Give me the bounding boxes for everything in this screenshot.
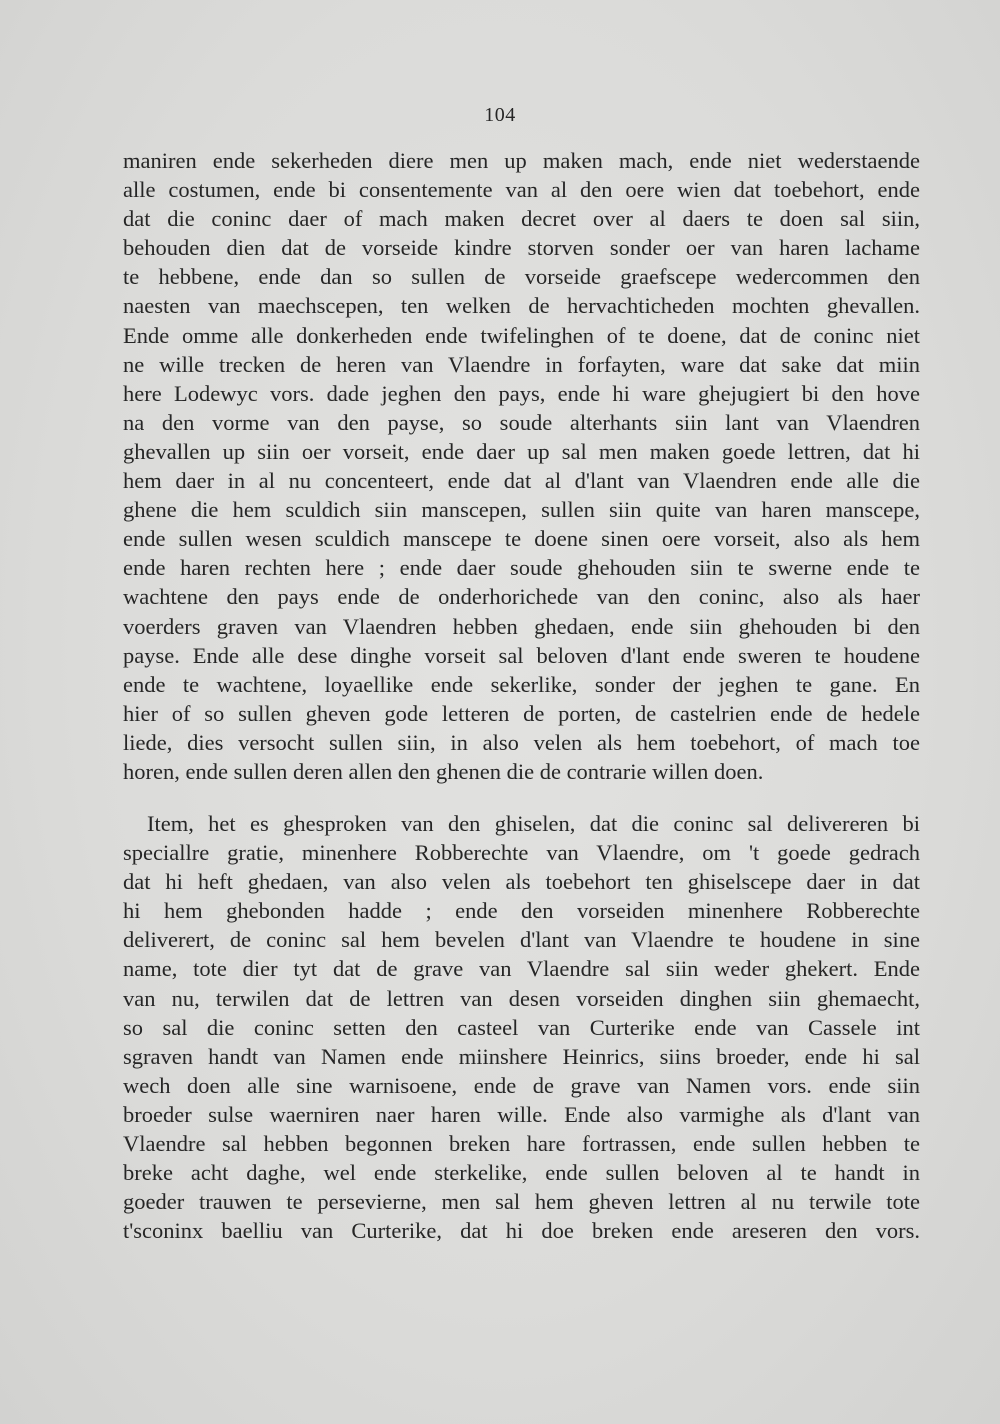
text-line: alle costumen, ende bi consentemente van al den oere wien dat toebehort, ende [123, 177, 920, 203]
text-line: na den vorme van den payse, so soude alterhants siin lant van Vlaendren [123, 409, 920, 435]
text-line: hi hem ghebonden hadde ; ende den vorseiden minenhere Robberechte [123, 898, 920, 924]
text-line: ghene die hem sculdich siin manscepen, sullen siin quite van haren manscepe, [123, 497, 920, 523]
text-line: ende te wachtene, loyaellike ende sekerlike, sonder der jeghen te gane. En [123, 671, 920, 697]
text-line: Vlaendre sal hebben begonnen breken hare fortrassen, ende sullen hebben te [123, 1131, 920, 1157]
text-line: so sal die coninc setten den casteel van Curterike ende van Cassele int [123, 1014, 920, 1040]
text-line: maniren ende sekerheden diere men up maken mach, ende niet wederstaende [123, 148, 920, 173]
text-line: here Lodewyc vors. dade jeghen den pays, ende hi ware ghejugiert bi den hove [123, 380, 920, 406]
text-line: hier of so sullen gheven gode letteren de porten, de castelrien ende de hedele [123, 700, 920, 726]
text-line: van nu, terwilen dat de lettren van desen vorseiden dinghen siin ghemaecht, [123, 985, 920, 1011]
paragraph-2 [123, 809, 920, 1245]
paragraph-1 [123, 146, 920, 786]
text-line: Ende omme alle donkerheden ende twifelinghen of te doene, dat de coninc niet [123, 322, 920, 348]
text-line: broeder sulse waerniren naer haren wille. Ende also varmighe als d'lant van [123, 1101, 920, 1127]
text-line: t'sconinx baelliu van Curterike, dat hi doe breken ende areseren den vors. [123, 1218, 920, 1244]
text-line: Item, het es ghesproken van den ghiselen, dat die coninc sal delivereren bi [147, 811, 920, 836]
text-line: behouden dien dat de vorseide kindre storven sonder oer van haren lachame [123, 235, 920, 261]
text-line: breke acht daghe, wel ende sterkelike, ende sullen beloven al te handt in [123, 1160, 920, 1186]
text-line: liede, dies versocht sullen siin, in also velen als hem toebehort, of mach toe [123, 729, 920, 755]
text-line: voerders graven van Vlaendren hebben ghedaen, ende siin ghehouden bi den [123, 613, 920, 639]
text-line: payse. Ende alle dese dinghe vorseit sal beloven d'lant ende sweren te houdene [123, 642, 920, 668]
text-line: deliverert, de coninc sal hem bevelen d'lant van Vlaendre te houdene in sine [123, 927, 920, 953]
text-line: ghevallen up siin oer vorseit, ende daer up sal men maken goede lettren, dat hi [123, 438, 920, 464]
text-line: horen, ende sullen deren allen den ghenen die de contrarie willen doen. [123, 758, 764, 784]
text-line: ende sullen wesen sculdich manscepe te doene sinen oere vorseit, also als hem [123, 526, 920, 552]
text-line: hem daer in al nu concenteert, ende dat al d'lant van Vlaendren ende alle die [123, 468, 920, 494]
text-line: ne wille trecken de heren van Vlaendre in forfayten, ware dat sake dat miin [123, 351, 920, 377]
text-line: wachtene den pays ende de onderhorichede van den coninc, also als haer [123, 584, 920, 610]
text-line: dat die coninc daer of mach maken decret over al daers te doen sal siin, [123, 206, 920, 232]
text-line: dat hi heft ghedaen, van also velen als toebehort ten ghiselscepe daer in dat [123, 869, 920, 895]
text-line: sgraven handt van Namen ende miinshere Heinrics, siins broeder, ende hi sal [123, 1043, 920, 1069]
text-line: naesten van maechscepen, ten welken de hervachticheden mochten ghevallen. [123, 293, 920, 319]
text-line: name, tote dier tyt dat de grave van Vlaendre sal siin weder ghekert. Ende [123, 956, 920, 982]
text-line: te hebbene, ende dan so sullen de vorseide graefscepe wedercommen den [123, 264, 920, 290]
text-line: goeder trauwen te persevierne, men sal hem gheven lettren al nu terwile tote [123, 1189, 920, 1215]
text-line: speciallre gratie, minenhere Robberechte van Vlaendre, om 't goede gedrach [123, 840, 920, 866]
page-number: 104 [484, 104, 516, 126]
text-line: ende haren rechten here ; ende daer soude ghehouden siin te swerne ende te [123, 555, 920, 581]
text-line: wech doen alle sine warnisoene, ende de grave van Namen vors. ende siin [123, 1072, 920, 1098]
